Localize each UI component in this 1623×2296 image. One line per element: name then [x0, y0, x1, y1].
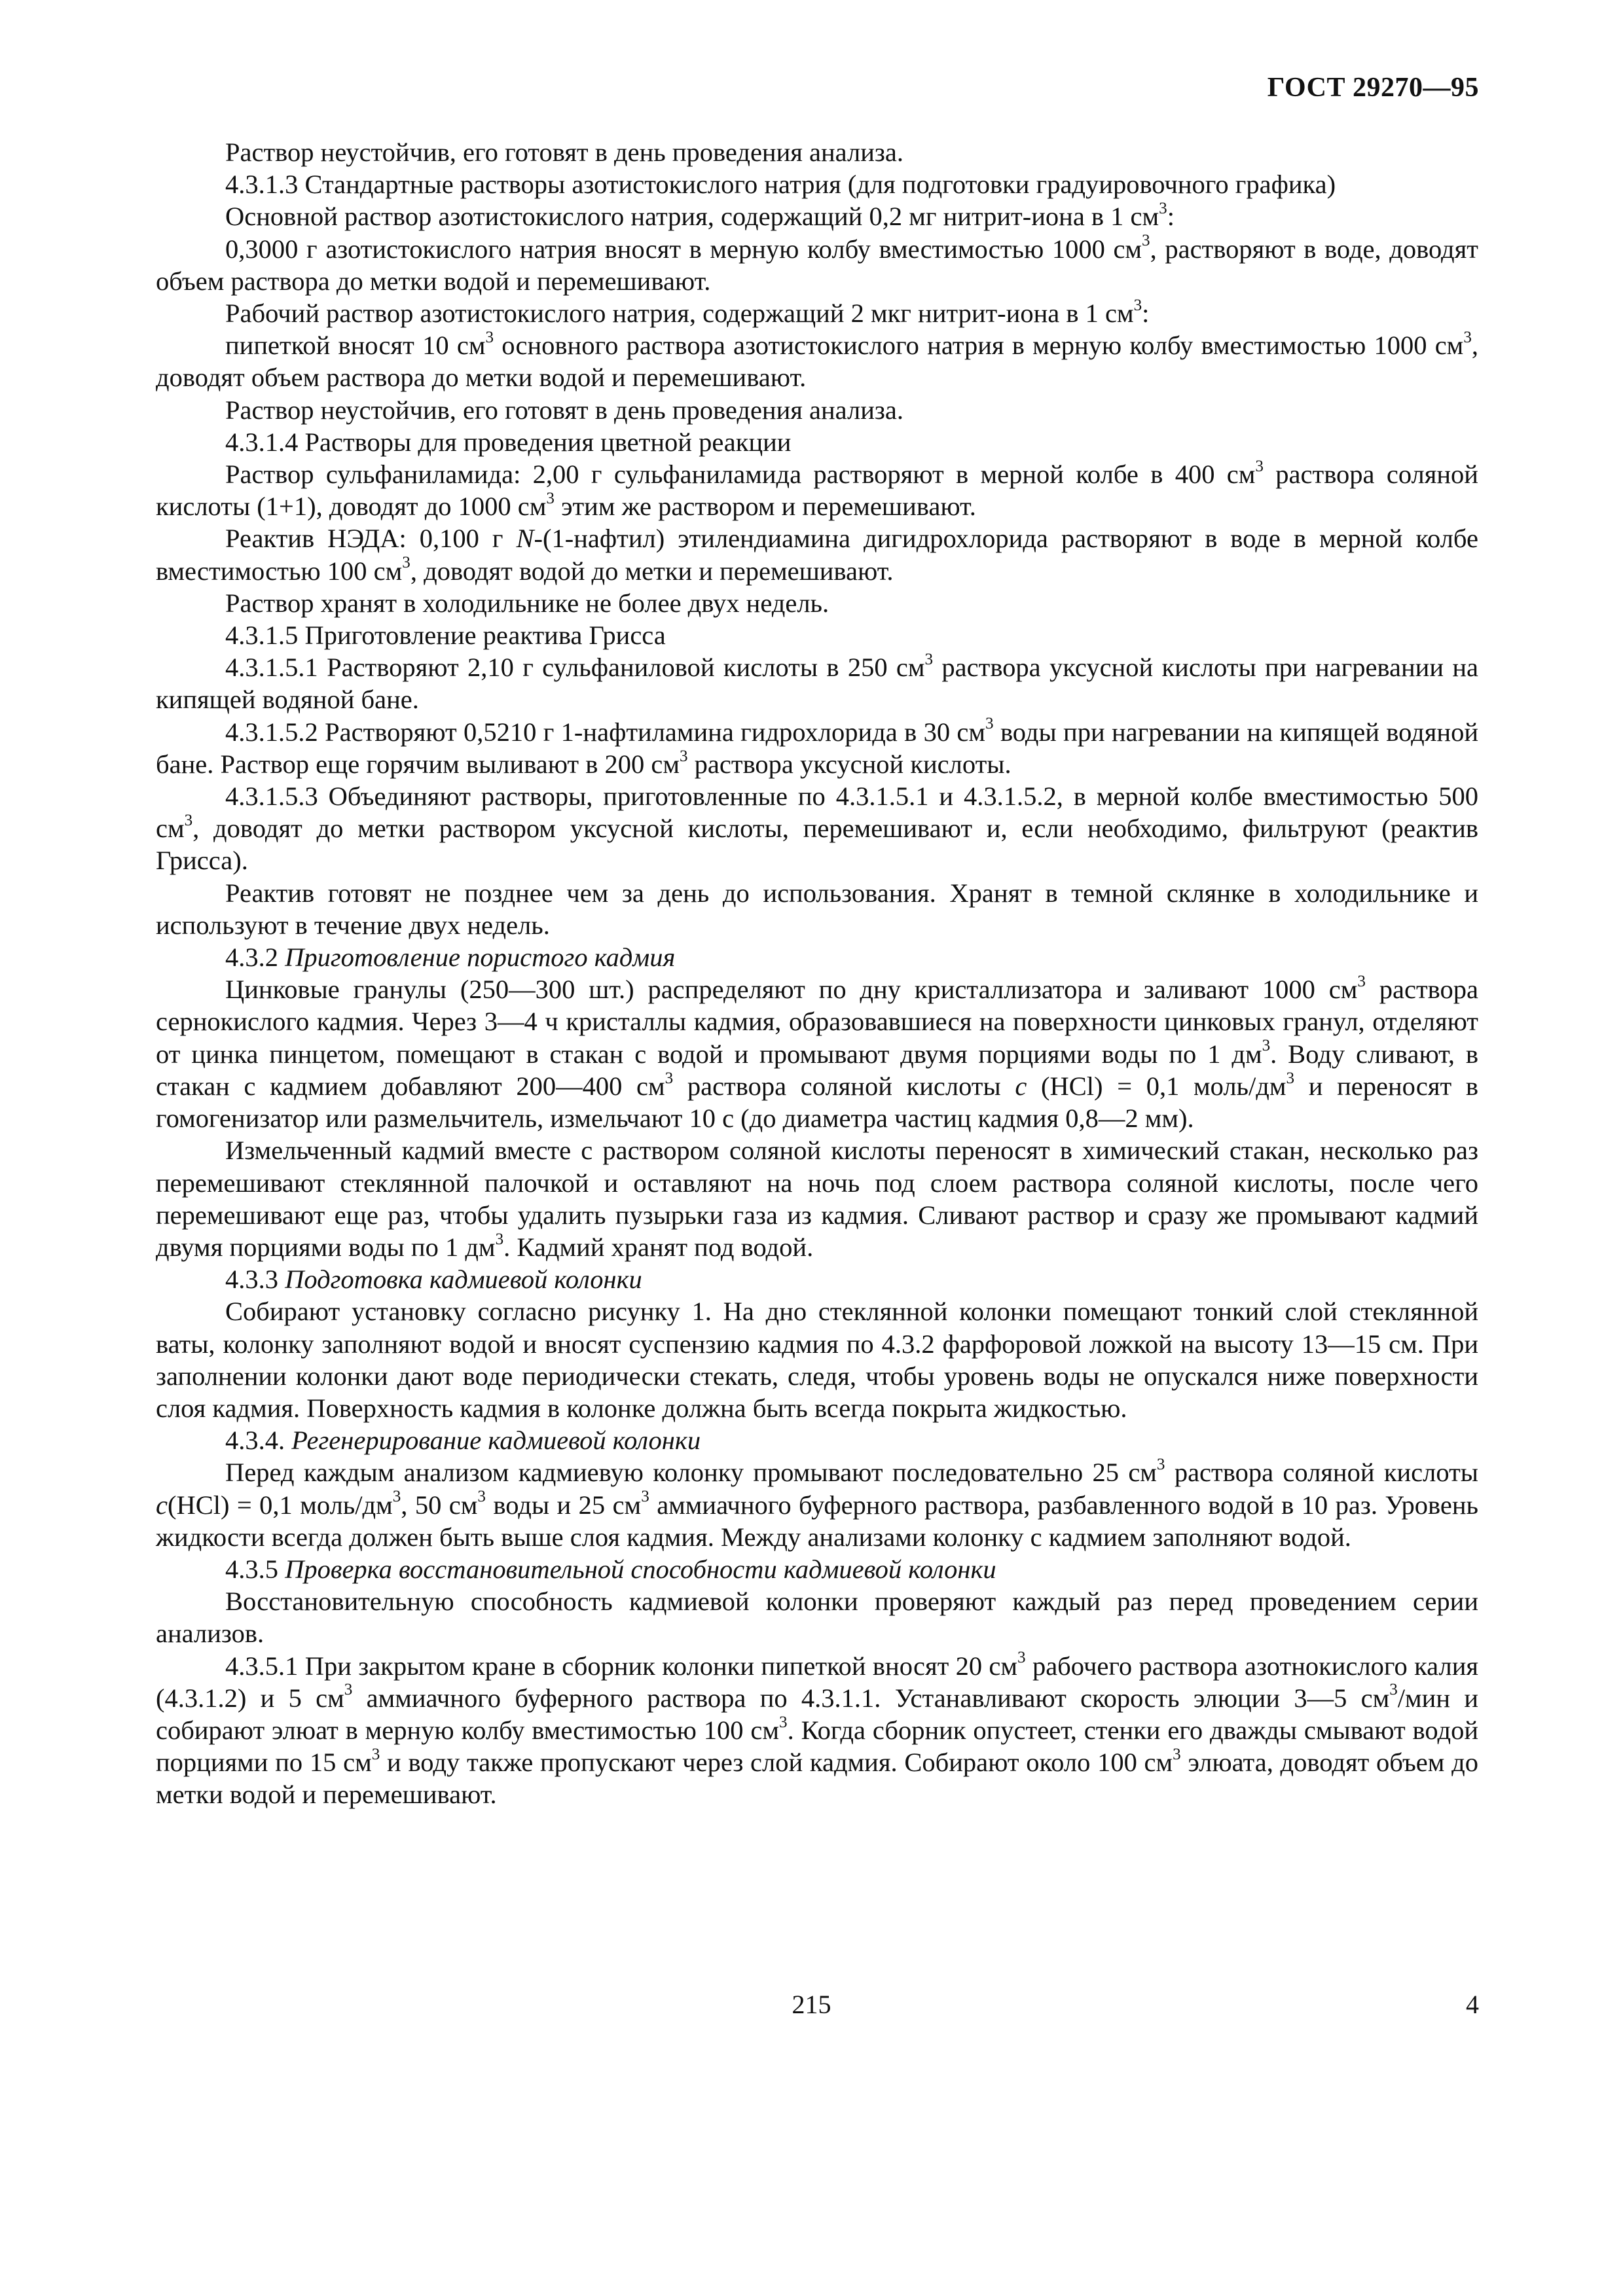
- text-segment: Реактив НЭДА: 0,100 г: [225, 524, 517, 554]
- superscript: 3: [985, 715, 994, 733]
- superscript: 3: [1286, 1069, 1295, 1087]
- text-segment: Основной раствор азотистокислого натрия, содержащий 0,2 мг нитрит-иона в 1 см: [225, 202, 1159, 232]
- text-segment: элюата, доводят объем до метки водой и перемешивают.: [156, 1748, 1479, 1810]
- superscript: 3: [1255, 457, 1264, 475]
- text-segment: . Когда сборник опустеет, стенки его дважды смывают водой порциями по 15 см: [156, 1715, 1478, 1778]
- text-segment: раствора уксусной кислоты при нагревании на кипящей водяной бане.: [156, 653, 1478, 715]
- superscript: 3: [641, 1488, 649, 1506]
- text-segment: 4.3.1.5.3 Объединяют растворы, приготовленные по 4.3.1.5.1 и 4.3.1.5.2, в мерной колбе вместимостью 500 см: [156, 781, 1478, 844]
- text-segment: , доводят водой до метки и перемешивают.: [410, 556, 894, 586]
- paragraph: [156, 1134, 1478, 1263]
- document-body: [156, 136, 1478, 1811]
- text-segment: Раствор сульфаниламида: 2,00 г сульфаниламида растворяют в мерной колбе в 400 см: [225, 459, 1256, 490]
- text-segment: раствора соляной кислоты (1+1), доводят до 1000 см: [156, 459, 1478, 522]
- text-segment: Раствор хранят в холодильнике не более двух недель.: [225, 588, 830, 618]
- paragraph: [156, 522, 1478, 586]
- superscript: 3: [371, 1745, 380, 1763]
- paragraph: [156, 426, 1478, 458]
- text-segment: . Кадмий хранят под водой.: [503, 1232, 814, 1262]
- superscript: 3: [1156, 1456, 1165, 1474]
- text-segment: 4.3.1.5 Приготовление реактива Грисса: [225, 620, 666, 651]
- superscript: 3: [402, 554, 410, 572]
- superscript: 3: [924, 650, 934, 668]
- superscript: 3: [392, 1488, 401, 1506]
- text-segment: 4.3.5: [225, 1554, 285, 1584]
- italic-text: с: [156, 1490, 168, 1520]
- paragraph: [156, 297, 1478, 329]
- superscript: 3: [679, 747, 688, 765]
- superscript: 3: [1017, 1649, 1026, 1667]
- text-segment: Рабочий раствор азотистокислого натрия, содержащий 2 мкг нитрит-иона в 1 см: [225, 298, 1134, 329]
- superscript: 3: [184, 812, 193, 829]
- text-segment: раствора соляной кислоты: [673, 1071, 1015, 1101]
- text-segment: аммиачного буферного раствора, разбавленного водой в 10 раз. Уровень жидкости всегда должен быть выше слоя кадмия. Между анализами колонку с кадмием заполняют водой.: [156, 1490, 1479, 1552]
- text-segment: Раствор неустойчив, его готовят в день проведения анализа.: [225, 395, 903, 425]
- paragraph: [156, 1295, 1478, 1424]
- paragraph: [156, 1263, 1478, 1295]
- paragraph: [156, 780, 1478, 877]
- italic-text: Приготовление пористого кадмия: [285, 942, 676, 973]
- text-segment: 4.3.1.4 Растворы для проведения цветной реакции: [225, 427, 792, 457]
- superscript: 3: [1173, 1745, 1181, 1763]
- text-segment: раствора сернокислого кадмия. Через 3—4 ч кристаллы кадмия, образовавшиеся на поверхности цинковых гранул, отделяют от цинка пинцетом, помещают в стакан с водой и промывают двумя порциями воды по 1 дм: [156, 975, 1478, 1069]
- text-segment: 4.3.1.3 Стандартные растворы азотистокислого натрия (для подготовки градуировочного графика): [225, 170, 1336, 200]
- text-segment: Раствор неустойчив, его готовят в день проведения анализа.: [225, 137, 903, 167]
- text-segment: , 50 см: [401, 1490, 478, 1520]
- paragraph: [156, 973, 1478, 1134]
- text-segment: пипеткой вносят 10 см: [225, 331, 486, 361]
- text-segment: 4.3.1.5.2 Растворяют 0,5210 г 1-нафтиламина гидрохлорида в 30 см: [225, 717, 986, 747]
- superscript: 3: [1357, 973, 1366, 991]
- text-segment: 0,3000 г азотистокислого натрия вносят в мерную колбу вместимостью 1000 см: [225, 234, 1142, 264]
- text-segment: и воду также пропускают через слой кадмия. Собирают около 100 см: [380, 1748, 1173, 1778]
- superscript: 3: [665, 1069, 674, 1087]
- text-segment: раствора соляной кислоты: [1165, 1458, 1478, 1488]
- text-segment: /мин и собирают элюат в мерную колбу вместимостью 100 см: [156, 1683, 1478, 1745]
- paragraph: [156, 394, 1478, 426]
- paragraph: [156, 1553, 1478, 1585]
- superscript: 3: [1133, 296, 1142, 314]
- text-segment: 4.3.4.: [225, 1426, 292, 1456]
- paragraph: [156, 1424, 1478, 1456]
- page-number: 215: [792, 1990, 831, 2019]
- superscript: 3: [344, 1681, 353, 1699]
- text-segment: 4.3.3: [225, 1265, 285, 1295]
- text-segment: аммиачного буферного раствора по 4.3.1.1. Устанавливают скорость элюции 3—5 см: [352, 1683, 1390, 1713]
- paragraph: [156, 1650, 1478, 1811]
- text-segment: , растворяют в воде, доводят объем раствора до метки водой и перемешивают.: [156, 234, 1478, 296]
- italic-text: N: [516, 524, 534, 554]
- superscript: 3: [779, 1713, 788, 1731]
- paragraph: [156, 1456, 1478, 1553]
- superscript: 3: [1463, 328, 1472, 346]
- paragraph: [156, 136, 1478, 168]
- paragraph: [156, 587, 1478, 619]
- text-segment: , доводят объем раствора до метки водой и перемешивают.: [156, 331, 1478, 393]
- paragraph: [156, 200, 1478, 232]
- superscript: 3: [1159, 200, 1167, 218]
- sheet-number: 4: [1466, 1990, 1479, 2019]
- paragraph: [156, 619, 1478, 651]
- text-segment: рабочего раствора азотнокислого калия (4.3.1.2) и 5 см: [156, 1651, 1479, 1713]
- text-segment: Перед каждым анализом кадмиевую колонку промывают последовательно 25 см: [225, 1458, 1157, 1488]
- text-segment: -(1-нафтил) этилендиамина дигидрохлорида растворяют в воде в мерной колбе вместимостью 100 см: [156, 524, 1478, 586]
- text-segment: воды при нагревании на кипящей водяной бане. Раствор еще горячим выливают в 200 см: [156, 717, 1478, 779]
- text-segment: :: [1142, 298, 1150, 329]
- paragraph: [156, 1585, 1478, 1649]
- paragraph: [156, 329, 1478, 393]
- superscript: 3: [1142, 232, 1150, 250]
- paragraph: [156, 233, 1478, 297]
- superscript: 3: [495, 1230, 504, 1248]
- text-segment: и переносят в гомогенизатор или размельчитель, измельчают 10 с (до диаметра частиц кадмия 0,8—2 мм).: [156, 1071, 1479, 1134]
- text-segment: 4.3.5.1 При закрытом кране в сборник колонки пипеткой вносят 20 см: [225, 1651, 1018, 1681]
- text-segment: (HCl) = 0,1 моль/дм: [1027, 1071, 1286, 1101]
- italic-text: Подготовка кадмиевой колонки: [285, 1265, 642, 1295]
- superscript: 3: [485, 328, 494, 346]
- document-header: ГОСТ 29270—95: [1267, 73, 1479, 103]
- superscript: 3: [477, 1488, 486, 1506]
- italic-text: Проверка восстановительной способности кадмиевой колонки: [285, 1554, 996, 1584]
- text-segment: . Воду сливают, в стакан с кадмием добавляют 200—400 см: [156, 1039, 1478, 1101]
- italic-text: Регенерирование кадмиевой колонки: [291, 1426, 701, 1456]
- superscript: 3: [1262, 1037, 1271, 1055]
- text-segment: раствора уксусной кислоты.: [687, 749, 1012, 779]
- paragraph: [156, 168, 1478, 200]
- text-segment: 4.3.2: [225, 942, 285, 973]
- text-segment: Собирают установку согласно рисунку 1. На дно стеклянной колонки помещают тонкий слой стеклянной ваты, колонку заполняют водой и вносят суспензию кадмия по 4.3.2 фарфоровой ложкой на высоту 13—15 см. При заполнении колонки дают воде периодически стекать, следя, чтобы уровень воды не опускался ниже поверхности слоя кадмия. Поверхность кадмия в колонке должна быть всегда покрыта жидкостью.: [156, 1297, 1478, 1423]
- text-segment: Измельченный кадмий вместе с раствором соляной кислоты переносят в химический стакан, несколько раз перемешивают стеклянной палочкой и оставляют на ночь под слоем раствора соляной кислоты, после чего перемешивают еще раз, чтобы удалить пузырьки газа из кадмия. Сливают раствор и сразу же промывают кадмий двумя порциями воды по 1 дм: [156, 1136, 1478, 1262]
- text-segment: , доводят до метки раствором уксусной кислоты, перемешивают и, если необходимо, фильтруют (реактив Грисса).: [156, 814, 1478, 876]
- text-segment: :: [1167, 202, 1175, 232]
- text-segment: этим же раствором и перемешивают.: [554, 492, 976, 522]
- text-segment: 4.3.1.5.1 Растворяют 2,10 г сульфаниловой кислоты в 250 см: [225, 653, 925, 683]
- superscript: 3: [546, 489, 555, 507]
- italic-text: с: [1015, 1071, 1027, 1101]
- paragraph: [156, 716, 1478, 780]
- superscript: 3: [1389, 1681, 1398, 1699]
- text-segment: (HCl) = 0,1 моль/дм: [167, 1490, 393, 1520]
- text-segment: Реактив готовят не позднее чем за день до использования. Хранят в темной склянке в холодильнике и используют в течение двух недель.: [156, 878, 1478, 940]
- text-segment: Восстановительную способность кадмиевой колонки проверяют каждый раз перед проведением серии анализов.: [156, 1587, 1478, 1649]
- text-segment: Цинковые гранулы (250—300 шт.) распределяют по дну кристаллизатора и заливают 1000 см: [225, 975, 1358, 1005]
- paragraph: [156, 458, 1478, 522]
- paragraph: [156, 941, 1478, 973]
- paragraph: [156, 651, 1478, 715]
- text-segment: воды и 25 см: [485, 1490, 642, 1520]
- text-segment: основного раствора азотистокислого натрия в мерную колбу вместимостью 1000 см: [494, 331, 1464, 361]
- paragraph: [156, 877, 1478, 941]
